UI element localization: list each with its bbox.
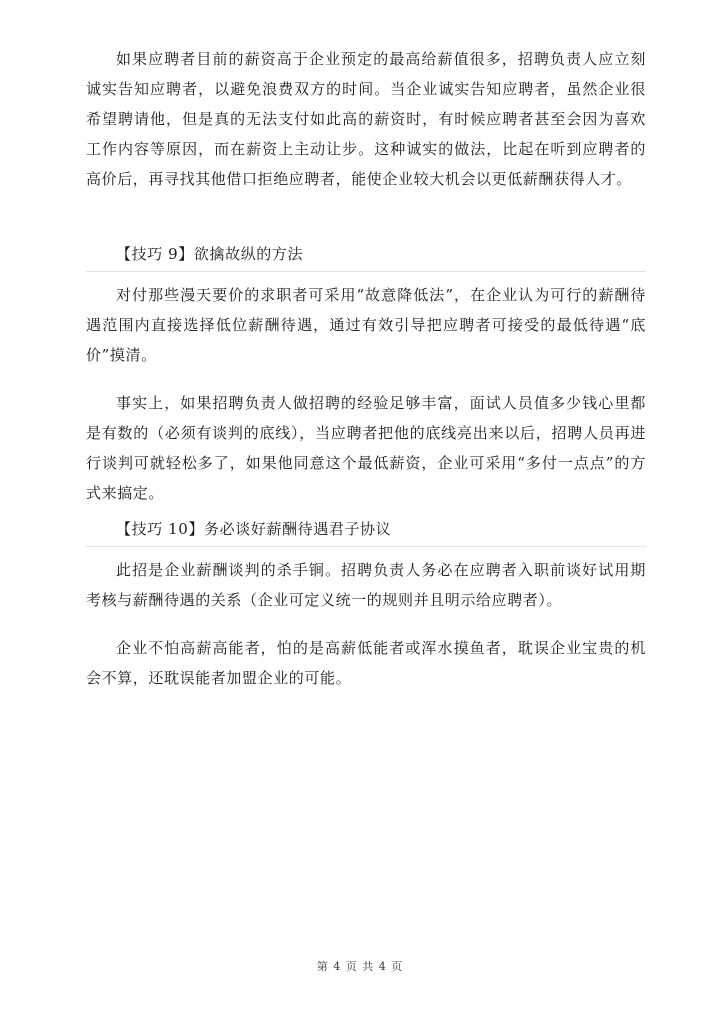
document-page: [86, 44, 646, 693]
body-paragraph: 对付那些漫天要价的求职者可采用“故意降低法”，在企业认为可行的薪酬待遇范围内直接选择低位薪酬待遇，通过有效引导把应聘者可接受的最低待遇“底价”摸清。: [86, 286, 646, 364]
heading-divider: [86, 546, 646, 547]
body-paragraph: 此招是企业薪酬谈判的杀手锏。招聘负责人务必在应聘者入职前谈好试用期考核与薪酬待遇的关系（企业可定义统一的规则并且明示给应聘者）。: [86, 561, 646, 609]
heading-divider: [86, 271, 646, 272]
body-paragraph: 事实上，如果招聘负责人做招聘的经验足够丰富，面试人员值多少钱心里都是有数的（必须有谈判的底线），当应聘者把他的底线亮出来以后，招聘人员再进行谈判可就轻松多了，如果他同意这个最低薪资，企业可采用“多付一点点”的方式来搞定。: [86, 394, 646, 502]
tip10-heading: 【技巧 10】务必谈好薪酬待遇君子协议: [116, 520, 392, 538]
body-paragraph: 如果应聘者目前的薪资高于企业预定的最高给薪值很多，招聘负责人应立刻诚实告知应聘者，以避免浪费双方的时间。当企业诚实告知应聘者，虽然企业很希望聘请他，但是真的无法支付如此高的薪资时，有时候应聘者甚至会因为喜欢工作内容等原因，而在薪资上主动让步。这种诚实的做法，比起在听到应聘者的高价后，再寻找其他借口拒绝应聘者，能使企业较大机会以更低薪酬获得人才。: [86, 50, 646, 188]
tip9-section: [86, 239, 646, 272]
tip9-heading: 【技巧 9】欲擒故纵的方法: [116, 245, 304, 263]
page-footer: 第 4 页 共 4 页: [316, 960, 404, 973]
tip10-section: [86, 514, 646, 547]
body-paragraph: 企业不怕高薪高能者，怕的是高薪低能者或浑水摸鱼者，耽误企业宝贵的机会不算，还耽误能者加盟企业的可能。: [86, 639, 646, 687]
